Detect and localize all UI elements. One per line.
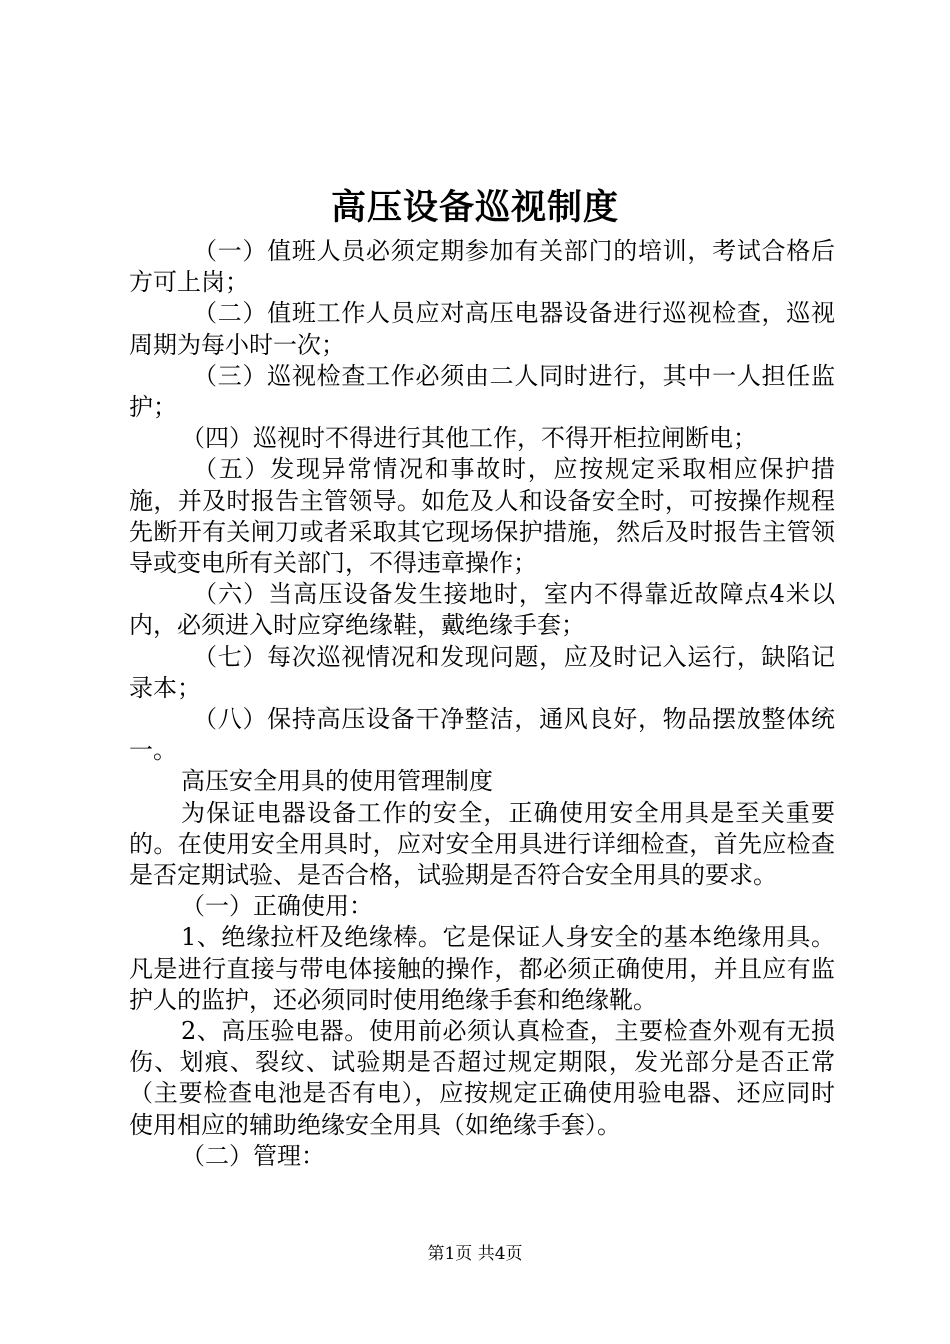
paragraph-item-1: （一）值班人员必须定期参加有关部门的培训，考试合格后方可上岗； — [129, 237, 835, 297]
paragraph-item-3: （三）巡视检查工作必须由二人同时进行，其中一人担任监护； — [129, 361, 835, 422]
page-number-footer: 第1页 共4页 — [427, 1244, 523, 1264]
subsection-heading-management: （二）管理： — [181, 1141, 325, 1170]
document-title: 高压设备巡视制度 — [330, 187, 619, 228]
document-body — [129, 236, 835, 1172]
paragraph-item-7: （七）每次巡视情况和发现问题，应及时记入运行，缺陷记录本； — [129, 642, 835, 702]
paragraph-intro: 为保证电器设备工作的安全，正确使用安全用具是至关重要的。在使用安全用具时，应对安全用具进行详细检查，首先应检查是否定期试验、是否合格，试验期是否符合安全用具的要求。 — [129, 798, 835, 890]
paragraph-voltage-detector: 2、高压验电器。使用前必须认真检查，主要检查外观有无损伤、划痕、裂纹、试验期是否超过规定期限，发光部分是否正常（主要检查电池是否有电），应按规定正确使用验电器、还应同时使用相应的辅助绝缘安全用具（如绝缘手套）。 — [129, 1017, 835, 1139]
paragraph-item-6: （六）当高压设备发生接地时，室内不得靠近故障点4米以内，必须进入时应穿绝缘鞋，戴绝缘手套； — [129, 580, 835, 640]
paragraph-insulating-rod: 1、绝缘拉杆及绝缘棒。它是保证人身安全的基本绝缘用具。凡是进行直接与带电体接触的操作，都必须正确使用，并且应有监护人的监护，还必须同时使用绝缘手套和绝缘靴。 — [129, 923, 835, 1014]
section-heading: 高压安全用具的使用管理制度 — [181, 767, 493, 796]
paragraph-item-8: （八）保持高压设备干净整洁，通风良好，物品摆放整体统一。 — [129, 705, 835, 765]
subsection-heading-usage: （一）正确使用： — [181, 892, 373, 921]
paragraph-item-2: （二）值班工作人员应对高压电器设备进行巡视检查，巡视周期为每小时一次； — [129, 299, 835, 359]
paragraph-item-5: （五）发现异常情况和事故时，应按规定采取相应保护措施，并及时报告主管领导。如危及人和设备安全时，可按操作规程先断开有关闸刀或者采取其它现场保护措施，然后及时报告主管领导或变电所有关部门，不得违章操作； — [129, 455, 835, 578]
paragraph-item-4: （四）巡视时不得进行其他工作，不得开柜拉闸断电； — [181, 424, 757, 453]
